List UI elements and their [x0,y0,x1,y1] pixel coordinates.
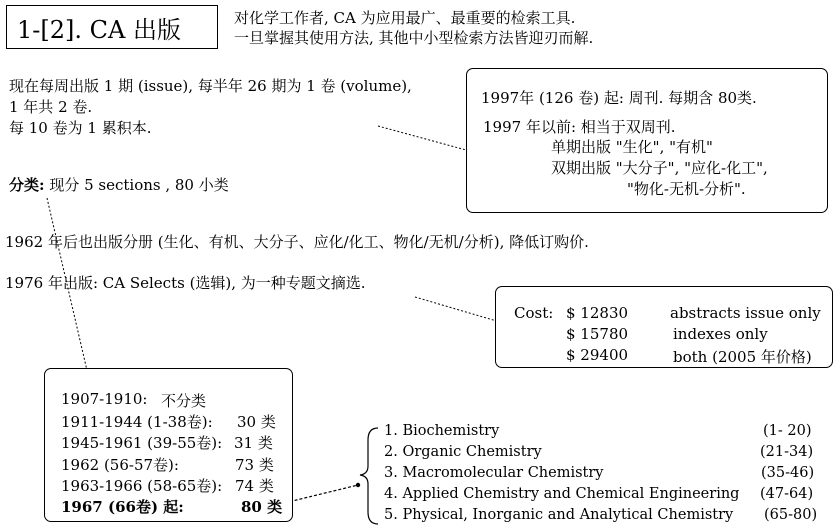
section-range: (65-80) [764,507,818,523]
sections-arrow-dot [356,483,360,487]
section-item: 2. Organic Chemistry [384,444,542,460]
fascicles-1962-line: 1962 年后也出版分册 (生化、有机、大分子、应化/化工、物化/无机/分析), 降低订购价. [5,233,589,251]
timeline-period: 1911-1944 (1-38卷): [61,413,213,431]
cost-box [495,286,833,368]
timeline-period: 1963-1966 (58-65卷): [61,477,223,495]
intro-line-1: 对化学工作者, CA 为应用最广、最重要的检索工具. [234,9,576,27]
section-item: 3. Macromolecular Chemistry [384,465,604,481]
history-line-1: 1997年 (126 卷) 起: 周刊. 每期含 80类. [481,89,757,107]
page-title: 1-[2]. CA 出版 [17,16,181,44]
history-line-2: 1997 年以前: 相当于双周刊. [483,118,676,136]
title-box [6,5,218,49]
publication-line-3: 每 10 卷为 1 累积本. [9,119,152,137]
history-line-5: "物化-无机-分析". [627,180,746,198]
ca-selects-line: 1976 年出版: CA Selects (选辑), 为一种专题文摘选. [5,274,366,292]
classification-line [9,174,229,195]
section-item: 1. Biochemistry [384,423,500,439]
cost-price: $ 15780 [566,325,629,343]
section-range: (1- 20) [763,423,812,439]
timeline-classes: 30 类 [237,413,276,431]
timeline-period: 1907-1910: [61,390,148,408]
timeline-period: 1945-1961 (39-55卷): [61,434,223,452]
history-line-4: 双期出版 "大分子", "应化-化工", [551,159,768,177]
sections-brace [360,428,378,524]
cost-price: $ 12830 [566,304,629,322]
section-range: (47-64) [760,486,814,502]
cost-price: $ 29400 [566,346,629,364]
cost-connector [415,297,500,322]
cost-desc: abstracts issue only [670,304,821,322]
section-range: (21-34) [760,444,814,460]
intro-line-2: 一旦掌握其使用方法, 其他中小型检索方法皆迎刃而解. [234,29,594,47]
timeline-classes: 80 类 [241,498,283,516]
history-connector [378,126,466,150]
timeline-classes: 31 类 [234,434,273,452]
timeline-period: 1967 (66卷) 起: [61,498,184,516]
publication-line-2: 1 年共 2 卷. [9,98,93,116]
section-range: (35-46) [761,465,815,481]
cost-label: Cost: [514,304,554,322]
history-line-3: 单期出版 "生化", "有机" [551,138,713,156]
timeline-box [44,368,293,522]
timeline-classes: 不分类 [161,392,207,410]
timeline-classes: 74 类 [235,477,274,495]
section-item: 4. Applied Chemistry and Chemical Engineering [384,486,740,502]
timeline-period: 1962 (56-57卷): [61,456,179,474]
cost-desc: indexes only [673,325,768,343]
cost-desc: both (2005 年价格) [673,348,812,366]
classification-label: 分类: [9,176,45,194]
section-item: 5. Physical, Inorganic and Analytical Chemistry [384,507,734,523]
history-box [466,68,828,213]
classification-connector [47,198,92,392]
timeline-classes: 73 类 [235,456,274,474]
publication-line-1: 现在每周出版 1 期 (issue), 每半年 26 期为 1 卷 (volume), [9,77,412,95]
classification-text: 现分 5 sections , 80 小类 [44,176,229,194]
